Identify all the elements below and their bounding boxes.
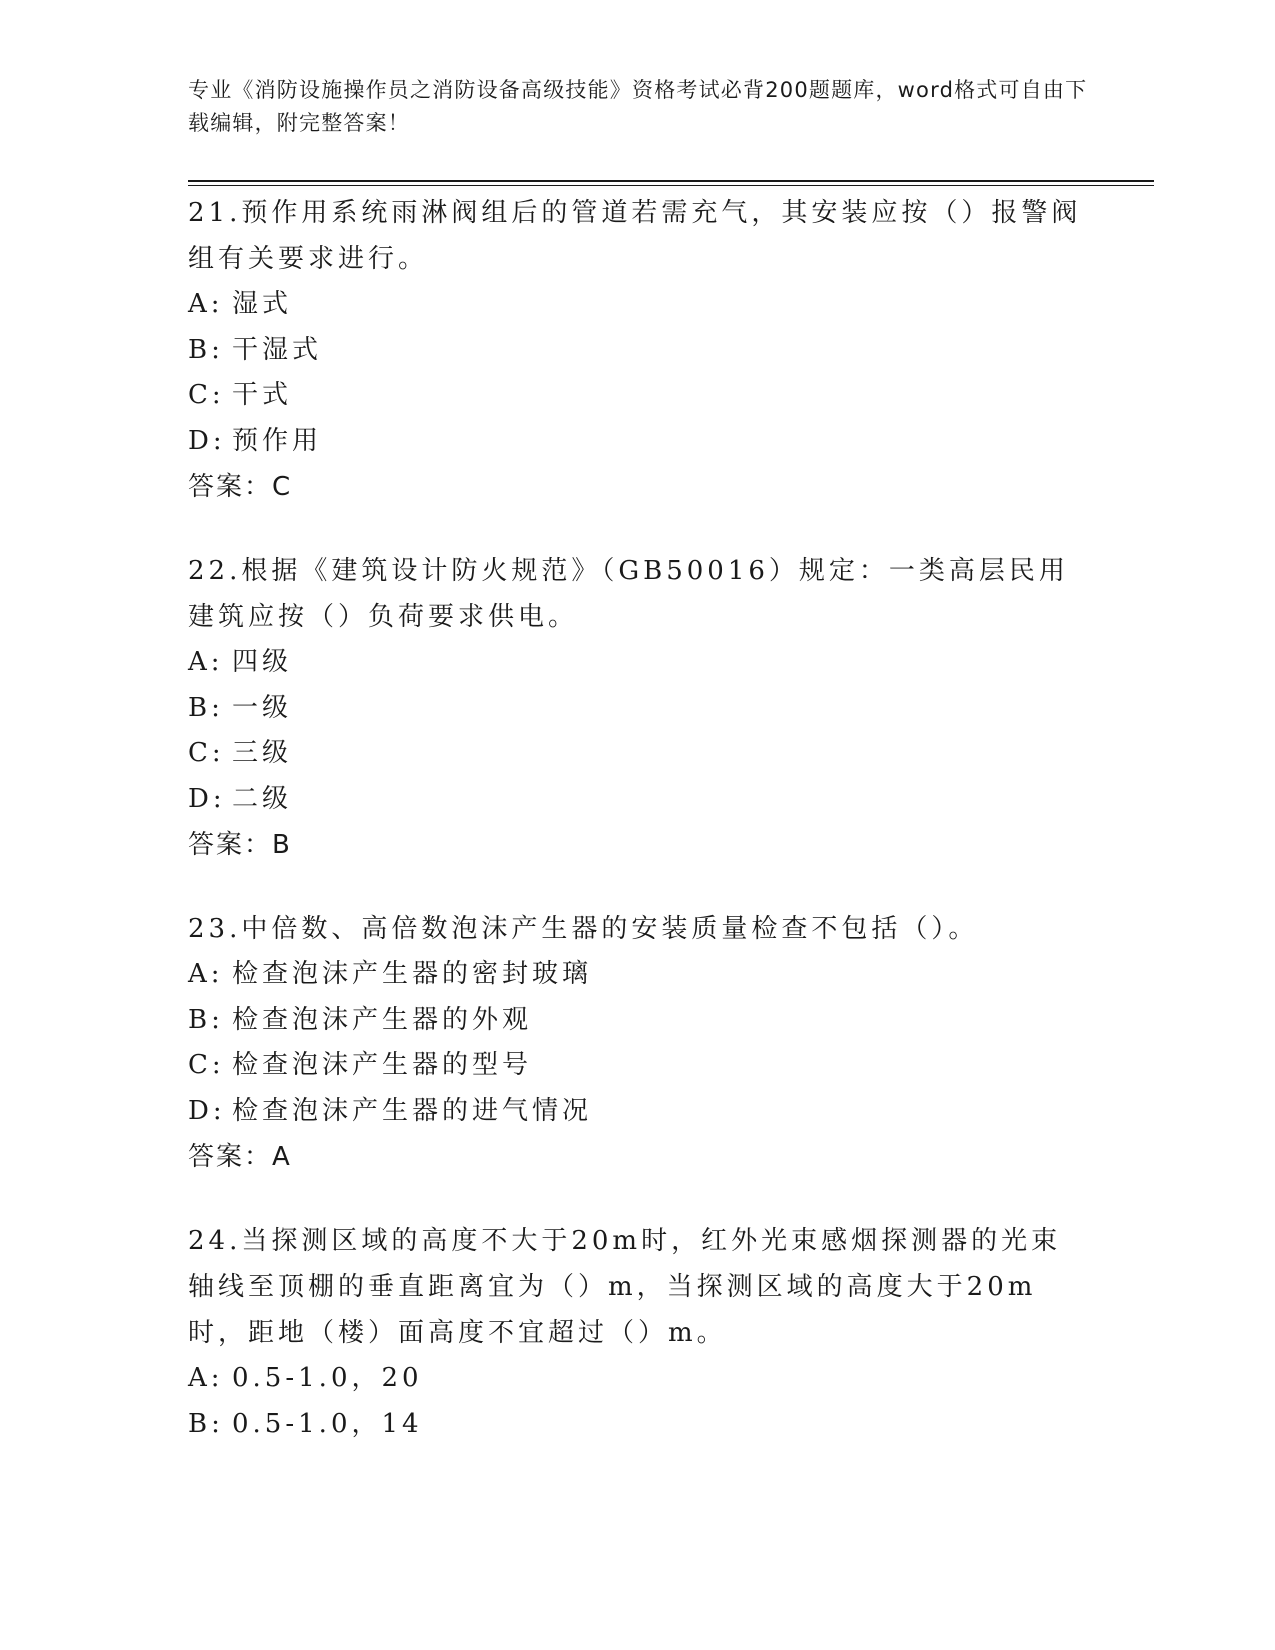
question-stem: 23.中倍数、高倍数泡沫产生器的安装质量检查不包括（）。 <box>188 914 979 944</box>
option-letter: A: <box>188 289 224 319</box>
option-text: 三级 <box>232 738 293 768</box>
question-21 <box>188 190 1088 510</box>
question-stem: 21.预作用系统雨淋阀组后的管道若需充气，其安装应按（）报警阀组有关要求进行。 <box>188 198 1082 274</box>
option-text: 预作用 <box>232 425 323 456</box>
answer-line: 答案：C <box>188 472 293 502</box>
header-divider-thick <box>188 180 1154 182</box>
question-stem: 24.当探测区域的高度不大于20m时，红外光束感烟探测器的光束轴线至顶棚的垂直距离宜为（）m，当探测区域的高度大于20m时，距地（楼）面高度不宜超过（）m。 <box>188 1226 1062 1348</box>
option-text: 检查泡沫产生器的外观 <box>232 1004 533 1035</box>
question-22 <box>188 548 1088 868</box>
option-b <box>188 998 1088 1044</box>
question-list <box>188 190 1088 1485</box>
option-letter: D: <box>188 1095 226 1126</box>
option-b <box>188 328 1088 374</box>
option-text: 干湿式 <box>232 334 323 365</box>
option-letter: B: <box>188 334 224 365</box>
document-header: 专业《消防设施操作员之消防设备高级技能》资格考试必背200题题库，word格式可自由下载编辑，附完整答案！ <box>188 78 1088 135</box>
option-c <box>188 373 1088 419</box>
option-d <box>188 419 1088 465</box>
question-stem: 22.根据《建筑设计防火规范》（GB50016）规定：一类高层民用建筑应按（）负荷要求供电。 <box>188 556 1069 632</box>
option-b <box>188 1402 1088 1448</box>
option-text: 检查泡沫产生器的进气情况 <box>232 1095 593 1126</box>
option-text: 四级 <box>232 647 293 677</box>
question-23 <box>188 906 1088 1180</box>
option-letter: B: <box>188 1408 224 1439</box>
option-a <box>188 640 1088 686</box>
option-a <box>188 282 1088 328</box>
option-b <box>188 686 1088 732</box>
option-letter: D: <box>188 783 226 814</box>
option-text: 干式 <box>232 380 293 410</box>
option-letter: D: <box>188 425 226 456</box>
option-text: 检查泡沫产生器的密封玻璃 <box>232 959 593 989</box>
option-letter: A: <box>188 959 224 989</box>
option-c <box>188 1043 1088 1089</box>
answer-line: 答案：A <box>188 1142 292 1172</box>
option-text: 检查泡沫产生器的型号 <box>232 1050 533 1080</box>
header-divider-thin <box>188 185 1154 186</box>
option-a <box>188 952 1088 998</box>
option-letter: A: <box>188 1363 224 1393</box>
option-letter: C: <box>188 1050 225 1080</box>
option-d <box>188 777 1088 823</box>
option-text: 0.5-1.0，20 <box>232 1363 423 1393</box>
option-letter: B: <box>188 1004 224 1035</box>
option-text: 二级 <box>232 783 293 814</box>
option-text: 一级 <box>232 692 293 723</box>
option-letter: C: <box>188 380 225 410</box>
option-text: 0.5-1.0，14 <box>232 1408 423 1439</box>
option-letter: B: <box>188 692 224 723</box>
option-letter: C: <box>188 738 225 768</box>
option-letter: A: <box>188 647 224 677</box>
question-24 <box>188 1218 1088 1447</box>
option-text: 湿式 <box>232 289 293 319</box>
option-a <box>188 1356 1088 1402</box>
option-d <box>188 1089 1088 1135</box>
option-c <box>188 731 1088 777</box>
answer-line: 答案：B <box>188 830 292 860</box>
